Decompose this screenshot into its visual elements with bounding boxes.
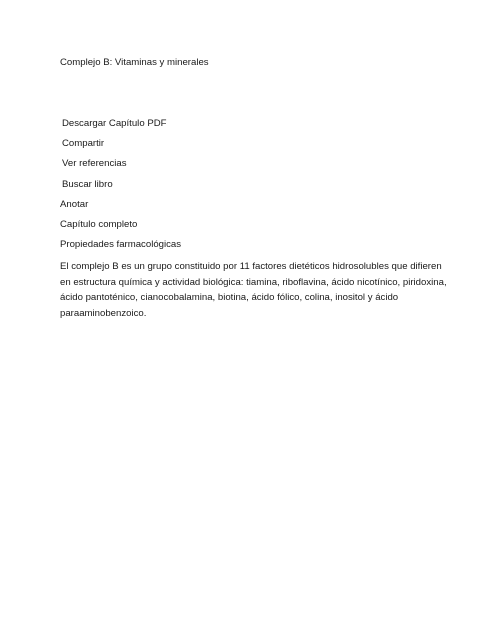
search-book-link[interactable]: Buscar libro xyxy=(62,179,113,190)
share-link[interactable]: Compartir xyxy=(62,138,105,149)
annotate-link[interactable]: Anotar xyxy=(60,199,89,210)
document-title: Complejo B: Vitaminas y minerales xyxy=(60,57,209,68)
section-heading: Propiedades farmacológicas xyxy=(60,239,182,250)
body-paragraph: El complejo B es un grupo constituido por 11 factores dietéticos hidrosolubles que difieren en estructura química y actividad biológica: tiamina, riboflavina, ácido nicotínico, piridoxina, ácido pantoténico, cianocobalamina, biotina, ácido fólico, colina, inositol y ácido paraaminobenzoico. xyxy=(60,261,447,319)
full-chapter-link[interactable]: Capítulo completo xyxy=(60,219,138,230)
view-references-link[interactable]: Ver referencias xyxy=(62,158,127,169)
download-pdf-link[interactable]: Descargar Capítulo PDF xyxy=(62,118,167,129)
